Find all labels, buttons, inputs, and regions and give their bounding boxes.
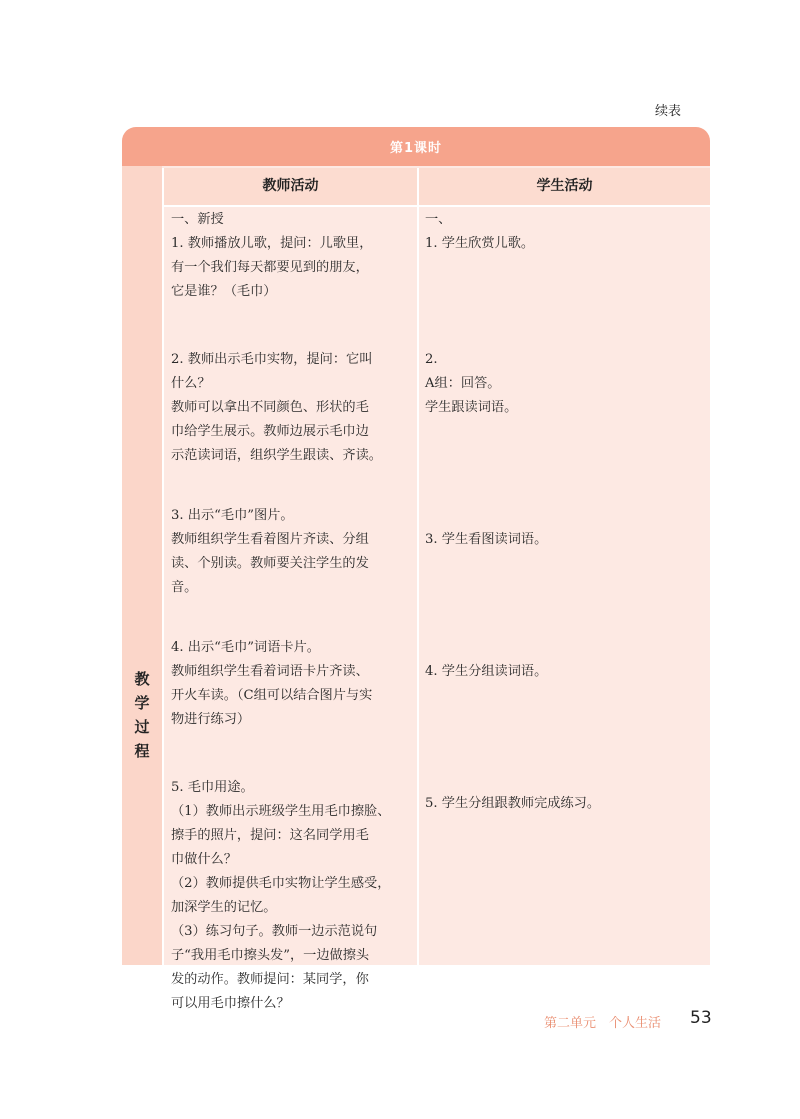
side-label	[122, 667, 162, 763]
teacher-activity-line: 1. 教师播放儿歌，提问：儿歌里，	[171, 236, 373, 251]
teacher-activity-line: 有一个我们每天都要见到的朋友，	[171, 260, 369, 275]
column-divider	[162, 168, 164, 965]
student-activity-line: 2.	[425, 352, 438, 367]
teacher-activity-line: 擦手的照片，提问：这名同学用毛	[171, 828, 369, 843]
student-activity-block	[425, 232, 707, 256]
student-activity-block	[425, 792, 707, 816]
teacher-activity-block	[171, 348, 421, 468]
side-label-char: 学	[134, 694, 150, 712]
teacher-activity-line: 示范读词语，组织学生跟读、齐读。	[171, 448, 382, 463]
student-activity-column	[425, 208, 707, 816]
teacher-activity-line: 教师可以拿出不同颜色、形状的毛	[171, 400, 369, 415]
teacher-activity-line: 巾给学生展示。教师边展示毛巾边	[171, 424, 369, 439]
teacher-activity-line: 音。	[171, 580, 198, 595]
teacher-activity-block	[171, 776, 421, 1016]
student-activity-line: 3. 学生看图读词语。	[425, 532, 548, 547]
student-activity-line: 5. 学生分组跟教师完成练习。	[425, 796, 601, 811]
table-title-bar	[122, 127, 710, 166]
teacher-activity-line: 一、新授	[171, 212, 224, 227]
student-activity-block	[425, 208, 707, 232]
student-activity-line: A组：回答。	[425, 376, 501, 391]
teacher-activity-line: 读、个别读。教师要关注学生的发	[171, 556, 369, 571]
teacher-activity-line: 什么？	[171, 376, 211, 391]
student-activity-block	[425, 660, 707, 684]
page-number: 53	[690, 1008, 712, 1028]
teacher-activity-line: 它是谁？（毛巾）	[171, 284, 277, 299]
student-activity-block	[425, 348, 707, 420]
teacher-activity-line: 开火车读。（C组可以结合图片与实	[171, 688, 373, 703]
teacher-activity-line: 物进行练习）	[171, 712, 251, 727]
student-activity-line: 一、	[425, 212, 452, 227]
side-column	[122, 166, 162, 965]
row-divider	[164, 205, 710, 207]
teacher-activity-block	[171, 504, 421, 600]
teacher-activity-line: 加深学生的记忆。	[171, 900, 277, 915]
student-activity-line: 4. 学生分组读词语。	[425, 664, 548, 679]
side-label-char: 程	[134, 742, 150, 760]
teacher-activity-line: 巾做什么？	[171, 852, 237, 867]
teacher-activity-line: （2）教师提供毛巾实物让学生感受，	[171, 876, 391, 891]
teacher-activity-line: 教师组织学生看着词语卡片齐读、	[171, 664, 369, 679]
student-activity-line: 1. 学生欣赏儿歌。	[425, 236, 535, 251]
side-label-char: 教	[134, 670, 150, 688]
teacher-activity-column	[171, 208, 421, 1016]
teacher-activity-block	[171, 636, 421, 732]
teacher-activity-block	[171, 208, 421, 232]
teacher-activity-line: 2. 教师出示毛巾实物，提问：它叫	[171, 352, 373, 367]
teacher-activity-block	[171, 232, 421, 304]
side-label-char: 过	[134, 718, 150, 736]
teacher-activity-line: 3. 出示“毛巾”图片。	[171, 508, 294, 523]
teacher-activity-line: 子“我用毛巾擦头发”，一边做擦头	[171, 948, 370, 963]
teacher-activity-line: 4. 出示“毛巾”词语卡片。	[171, 640, 320, 655]
header-row	[164, 168, 710, 205]
continued-label: 续表	[655, 104, 682, 119]
teacher-activity-line: 可以用毛巾擦什么？	[171, 996, 290, 1011]
student-activity-line: 学生跟读词语。	[425, 400, 518, 415]
teacher-activity-line: （3）练习句子。教师一边示范说句	[171, 924, 378, 939]
teacher-activity-line: 教师组织学生看着图片齐读、分组	[171, 532, 369, 547]
footer-chapter: 第二单元 个人生活	[544, 1016, 662, 1031]
table-title: 第1课时	[389, 141, 443, 156]
student-activity-block	[425, 528, 707, 552]
teacher-activity-line: 发的动作。教师提问：某同学，你	[171, 972, 369, 987]
header-student-activity: 学生活动	[536, 178, 593, 194]
header-teacher-activity: 教师活动	[262, 178, 319, 194]
teacher-activity-line: 5. 毛巾用途。	[171, 780, 254, 795]
teacher-activity-line: （1）教师出示班级学生用毛巾擦脸、	[171, 804, 391, 819]
